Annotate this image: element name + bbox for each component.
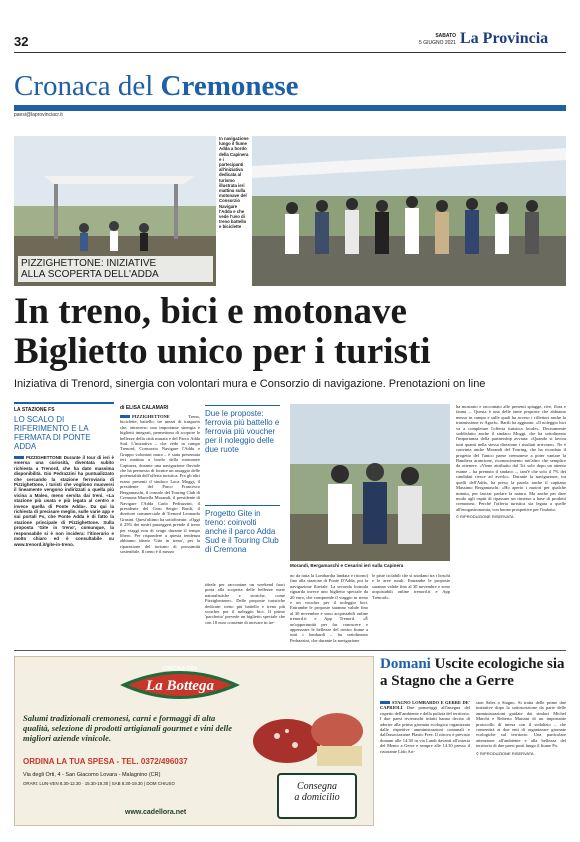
- page-number: 32: [14, 34, 29, 49]
- box-touring-title: Progetto Gite in treno: coinvolti anche il parco Adda Sud e il Touring Club di Cremona: [205, 509, 279, 554]
- sidebar-lead: PIZZIGHETTONE: [26, 455, 62, 460]
- second-article-col1: [380, 700, 470, 754]
- sidebar: [14, 402, 114, 642]
- photo-caption-right: Morandi, Bergamaschi e Cesarini ieri sulla Capinera: [290, 563, 404, 568]
- masthead: [0, 0, 580, 56]
- ad-order[interactable]: ORDINA LA TUA SPESA - TEL. 0372/496037: [23, 757, 188, 766]
- article-copyright: © RIPRODUZIONE RISERVATA: [456, 514, 514, 520]
- photo-right-group: [252, 136, 566, 286]
- salami-illustration: [247, 691, 367, 771]
- article-col5: [456, 404, 566, 520]
- second-article-title: Uscite ecologiche sia a Stagno che a Gerre: [380, 656, 565, 689]
- subheadline: Iniziativa di Trenord, sinergia con volontari mura e Consorzio di navigazione. Prenotazioni on line: [14, 378, 486, 390]
- article-col5-text: ha mostrato e raccontato alle presenti spiagge, rive, flora e fauna –. Questa è una delle tante proposte che abbiamo messo in campo e sulle quali ha acceso i riflettori anche la trasmissione tv Agorà». Barili ha aggiunto: «Il noleggio bici va a completare l'offerta turistica locale». Decisamente soddisfatto anche il sindaco Moggi, che ha sottolineato l'importanza della partnership avviata: «Quando si lavora tutti quanti nella stessa direzione i risultati arrivano». Ne è convinta anche Morandi del Touring, che ha ricordato il progetto del l'unico paese cremonese a poter vantare la Bandiera arancione, riconoscimento tutt'altro che semplice da ottenere. «Viene attribuito dal Tci solo dopo un attento esame – ha premuto il sindaco –, tant'è che solo il 7% dei candidati riesce ad averlo». Durante la navigazione, tra quelli dell'Adda, ha preso la parola anche il capitano Massimo Bergamaschi: «Ho aperto i motori per qualche minuto, per lasciar parlare la natura. Ma anche per dare modo agli ospiti di ripassare un rimesso a base di prodotti cremonesi. Perché l'offerta turistica sia legata a quelle all'enogastronomia, con buone prospettive per l'indotto.: [456, 404, 566, 512]
- second-article-place: Domani: [380, 656, 431, 672]
- article-col1: [120, 414, 200, 555]
- article-col4: [372, 573, 450, 600]
- article-col2: [205, 582, 285, 625]
- masthead-day: SABATO: [435, 33, 456, 39]
- section-title-light: Cronaca del: [14, 70, 154, 102]
- sidebar-title: LO SCALO DI RIFERIMENTO E LA FERMATA DI PONTE ADDA: [14, 415, 91, 451]
- ad-address: Via degli Orti, 4 - San Giacomo Lovara - Malagnino (CR): [23, 772, 161, 778]
- article-col1-text: Treno, biciclette, battello: tre mezzi di trasporto che, attraverso una importante sinergia e biglietti integrati, permettono di scoprire le bellezze della città murata e del Parco Adda Sud. L'iniziativa – che vede in campo Trenord, Consorzio Navigare l'Adda e Gruppo volontari mura – è stata presentata ieri mattina a bordo della motonave Capinera, durante una navigazione fluviale che ha permesso di fornire un assaggio delle potenzialità dell'offerta turistica. Fra gli altri erano presenti il sindaco Luca Moggi, il presidente del Parco Francesco Bergamaschi, il console del Touring Club di Cremona Mariella Morandi, il presidente di Navigare l'Adda Carlo Pedrazzini, il presidente del Gvm Sergio Barili, il direttore commerciale di Trenord Leonardo Grasini. Quest'ultimo ha sottolineato: «Oggi il 25% dei nostri passeggeri prende il treno per viaggi non di svago durante il tempo libero. Per rispondere a questa tendenza abbiamo ideato 'Gite in treno', per la riparazione del turismo di prossimità sostenibile. Il treno è il mezzo: [120, 414, 200, 555]
- section-email: paesi@laprovinciacr.it: [14, 112, 63, 118]
- photo-label: [18, 256, 213, 282]
- sidebar-kicker: LA STAZIONE FS: [14, 407, 55, 413]
- box-touring: [205, 505, 280, 554]
- photo-small-trio: [290, 404, 450, 561]
- article-col3: [290, 573, 368, 643]
- section-bar: [14, 105, 566, 111]
- headline-line1: In treno, bici e motonave: [14, 291, 407, 332]
- ad-tagline: Salumi tradizionali cremonesi, carni e formaggi di alta qualità, selezione di prodotti artigianali gourmet e vini delle migliori aziende vinicole.: [23, 713, 232, 743]
- masthead-date: 5 GIUGNO 2021: [419, 40, 456, 46]
- advertisement[interactable]: [14, 656, 374, 826]
- masthead-rule: [14, 52, 566, 53]
- second-article-col1-text: Due pomeriggi all'insegna del rispetto dell'ambiente e della pulizia del territorio. I due paesi rivieraschi infatti hanno deciso di aderire alla prima giornata ecologica organizzata dalle rispettive amministrazioni comunali e dall'associazione Plastic Free. Il ritrovo è previsto domani alle 14.30 in via Landi davanti all'osteria del Mento a Gerre e sempre alle 14.30 presso il ristorante Lido Ari-: [380, 705, 470, 754]
- second-article-col2: [476, 700, 566, 756]
- section-title-bold: Cremonese: [160, 70, 299, 102]
- group-photo-illustration: [252, 136, 566, 286]
- second-article-lead: STAGNO LOMBARDO E GERRE DE' CAPRIOLI: [380, 700, 470, 711]
- sidebar-bar: [14, 456, 24, 459]
- second-article-copyright: © RIPRODUZIONE RISERVATA: [476, 750, 534, 756]
- box-gite-title: Due le proposte: ferrovia più battello e ferrovia più voucher per il noleggio delle due ruote: [205, 409, 280, 454]
- byline: di ELISA CALAMARI: [120, 405, 169, 411]
- box-gite-rule: [205, 405, 280, 406]
- divider: [14, 650, 566, 651]
- ad-brand-top: CASCINA ORA: [162, 666, 198, 672]
- headline-line2: Biglietto unico per i turisti: [14, 331, 431, 372]
- section-title: [14, 70, 299, 103]
- ad-web[interactable]: www.cadellora.net: [125, 809, 187, 816]
- newspaper-name: La Provincia: [460, 30, 549, 47]
- second-article-headline: [380, 656, 566, 690]
- trio-photo-illustration: [290, 404, 450, 561]
- photo-label-line1: PIZZIGHETTONE: INIZIATIVE: [21, 258, 157, 269]
- ad-delivery-badge: [277, 773, 357, 819]
- box-gite: [205, 405, 280, 454]
- ad-brand-name: La Bottega: [146, 678, 214, 694]
- ad-logo: [110, 663, 250, 707]
- photo-caption-left: In navigazione lungo il fiume Adda a bordo della Capinera e i partecipanti all'iniziativa dedicata al turismo illustrata ieri mattina sulla motonave del Consorzio Navigare l'Adda e che vede l'uso di treno battello e biciclette: [219, 136, 249, 230]
- ad-hours: ORARI: LUN-VEN 8.30-12.30 · 15.30-19.30 | SAB 8.30-19.30 | DOM CHIUSO: [23, 781, 175, 786]
- photo-label-line2: ALLA SCOPERTA DELL'ADDA: [21, 269, 159, 280]
- ad-badge-line1: Consegna: [297, 781, 337, 792]
- sidebar-body: Durante il tour di ieri è emersa una curiosità, diventata subito richiesta a Trenord, che ha dato massima disponibilità. Gio Pedrazzini ha puntualizzato che cercando la stazione ferroviaria di Pizzighettone, i turisti che vogliono muoversi il lineamente vengono indirizzati a quella più vicina a Maleo, meno servita dai treni. «La stazione più usata e più legata al centro e invece quella di Ponte Adda». Da qui la richiesta di precisare meglio, sulle varie app e sui portali Fs, che Ponte Adda è di fatto la stazione principale di Pizzighettone. Sulla proposta 'Gite in treno', comunque, la responsabile si è non incidera: l'itinerario e molto chiaro ed è consultabile su www.trenord.it/gite-in-treno.: [14, 455, 114, 547]
- ad-salami-image: [247, 691, 367, 771]
- ad-badge-line2: a domicilio: [294, 792, 340, 803]
- second-article-col2-text: ston Sales a Stagno. Si tratta delle prime due iniziative dopo la sottoscrizione da parte delle amministrazioni guidate dai sindaci Michel Marchi e Roberto Mariani di un importante protocollo di intesa con il sodalizio – che consentirà ai due enti di organizzare giornate ecologiche sul territorio. Una particolare attenzione all'ambiente e alla bellezza del territorio di due paesi posti lungo il fiume Po.: [476, 700, 566, 749]
- box-touring-rule: [205, 505, 280, 506]
- second-article-bar: [380, 701, 390, 704]
- second-article: [380, 656, 566, 836]
- article-col2-text: ideale per raccontare un weekend fuori porta alla scoperta delle bellezze mete naturalistiche e storiche, come Pizzighettone». Delle proposte turistiche dedicate: treno più battello e treno più voucher per il noleggio bici. Il primo 'pacchetto' prevede un biglietto speciale che con 18 euro consente di arrivare in tre-: [205, 582, 285, 625]
- article-col3-text: no da tutta la Lombardia landata e ritorno) fino alla stazione di Ponte D'Adda, poi la navigazione fluviale. La seconda formula riguarda invece uno biglietto speciale da 20 euro, che comprende il viaggio in treno e un voucher per il noleggio bici. Entrambe le proposte saranno valide fino al 30 novembre e sono acquistabili online trenord.it e App Trenord. «È un'opportunità per far conoscere e apprezzare le bellezze del nostro fiume a tutti i lombardi – ha sottolineato Pedrazzini, che durante la navigazione: [290, 573, 368, 643]
- article-lead-bar: [120, 415, 130, 418]
- article-col4-text: le piste ciclabili che si snodano tra i boschi e le aree rurali. Entrambe le proposte saranno valide fino al 30 novembre e sono acquistabili online trenord.it e App Trenord».: [372, 573, 450, 600]
- article-lead: PIZZIGHETTONE: [132, 414, 170, 419]
